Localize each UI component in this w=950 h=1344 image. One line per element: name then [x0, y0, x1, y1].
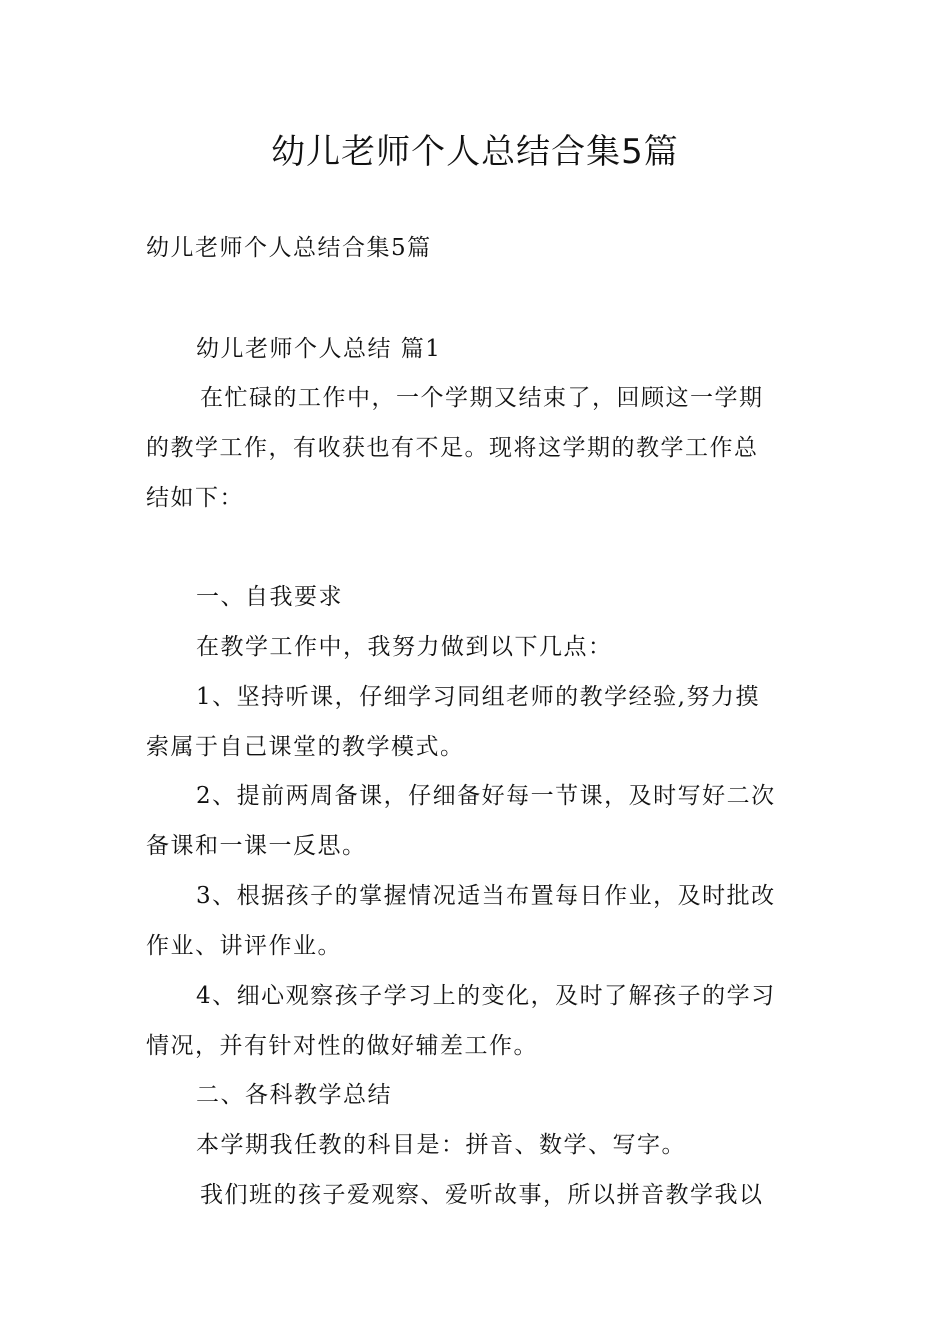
paragraph-line: 在教学工作中，我努力做到以下几点： — [196, 634, 613, 660]
paragraph-line: 结如下： — [146, 485, 244, 511]
list-item-4: 4、细心观察孩子学习上的变化，及时了解孩子的学习 — [196, 983, 776, 1009]
paragraph-line: 的教学工作，有收获也有不足。现将这学期的教学工作总 — [146, 435, 759, 461]
subheading-subject-summary: 二、各科教学总结 — [196, 1082, 392, 1108]
document-subtitle: 幼儿老师个人总结合集5篇 — [146, 235, 432, 261]
list-item-1-continued: 索属于自己课堂的教学模式。 — [146, 734, 465, 760]
paragraph-line: 本学期我任教的科目是：拼音、数学、写字。 — [196, 1132, 686, 1158]
list-item-1: 1、坚持听课，仔细学习同组老师的教学经验,努力摸 — [196, 684, 760, 710]
document-title: 幼儿老师个人总结合集5篇 — [271, 132, 679, 172]
subheading-self-requirements: 一、自我要求 — [196, 584, 343, 610]
list-item-3: 3、根据孩子的掌握情况适当布置每日作业，及时批改 — [196, 883, 776, 909]
paragraph-line: 我们班的孩子爱观察、爱听故事，所以拼音教学我以 — [200, 1182, 764, 1208]
list-item-2-continued: 备课和一课一反思。 — [146, 833, 367, 859]
list-item-2: 2、提前两周备课，仔细备好每一节课，及时写好二次 — [196, 783, 776, 809]
section-heading: 幼儿老师个人总结 篇1 — [196, 336, 442, 362]
paragraph-line: 在忙碌的工作中，一个学期又结束了，回顾这一学期 — [200, 385, 764, 411]
list-item-3-continued: 作业、讲评作业。 — [146, 933, 342, 959]
list-item-4-continued: 情况，并有针对性的做好辅差工作。 — [146, 1033, 538, 1059]
